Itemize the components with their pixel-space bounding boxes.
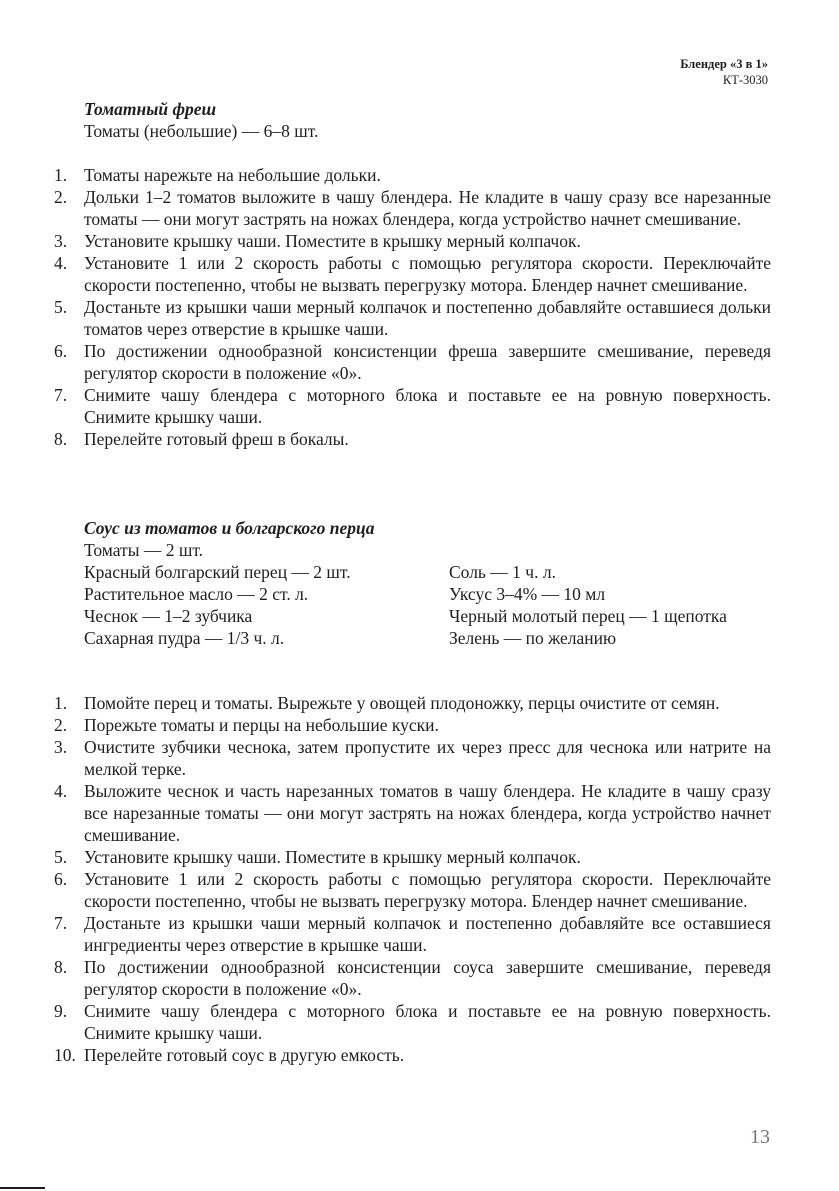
- ingredient-line: Красный болгарский перец — 2 шт.: [84, 562, 351, 582]
- step-item: [54, 912, 771, 956]
- recipe-tomato-pepper-sauce-steps: [54, 692, 771, 1066]
- step-text: Перелейте готовый фреш в бокалы.: [84, 429, 349, 449]
- step-number: 6.: [54, 341, 68, 361]
- step-item: [54, 164, 771, 186]
- ingredient-line: Томаты (небольшие) — 6–8 шт.: [84, 121, 319, 141]
- step-item: [54, 384, 771, 428]
- ingredient-line: Зелень — по желанию: [449, 628, 617, 648]
- steps-list: [54, 692, 771, 1066]
- step-item: [54, 956, 771, 1000]
- ingredient-line: Растительное масло — 2 ст. л.: [84, 584, 309, 604]
- step-item: [54, 340, 771, 384]
- step-text: Достаньте из крышки чаши мерный колпачок и постепенно добавляйте оставшиеся дольки томатов через отверстие в крышке чаши.: [84, 297, 771, 339]
- step-text: Снимите чашу блендера с моторного блока и поставьте ее на ровную поверхность. Снимите крышку чаши.: [84, 385, 771, 427]
- step-number: 9.: [54, 1001, 68, 1021]
- recipe-tomato-pepper-sauce: [54, 517, 771, 649]
- recipe-title: Томатный фреш: [84, 99, 217, 119]
- step-text: Снимите чашу блендера с моторного блока и поставьте ее на ровную поверхность. Снимите крышку чаши.: [84, 1001, 771, 1043]
- step-number: 7.: [54, 913, 68, 933]
- ingredient-line: Томаты — 2 шт.: [84, 540, 204, 560]
- step-number: 5.: [54, 847, 68, 867]
- step-item: [54, 780, 771, 846]
- step-number: 3.: [54, 737, 68, 757]
- step-number: 2.: [54, 715, 68, 735]
- page-number: 13: [750, 1126, 770, 1148]
- step-text: Выложите чеснок и часть нарезанных томатов в чашу блендера. Не кладите в чашу сразу все нарезанные томаты — они могут застрять на ножах блендера, когда устройство начнет смешивание.: [84, 781, 771, 845]
- step-number: 3.: [54, 231, 68, 251]
- step-item: [54, 230, 771, 252]
- ingredient-line: Чеснок — 1–2 зубчика: [84, 606, 253, 626]
- ingredient-line: Уксус 3–4% — 10 мл: [449, 584, 606, 604]
- step-item: [54, 1000, 771, 1044]
- step-number: 4.: [54, 253, 68, 273]
- step-number: 5.: [54, 297, 68, 317]
- step-number: 1.: [54, 693, 68, 713]
- ingredients-column-left: [84, 539, 449, 649]
- step-text: По достижении однообразной консистенции соуса завершите смешивание, переведя регулятор скорости в положение «0».: [84, 957, 771, 999]
- step-text: Установите крышку чаши. Поместите в крышку мерный колпачок.: [84, 231, 581, 251]
- step-text: Достаньте из крышки чаши мерный колпачок и постепенно добавляйте все оставшиеся ингредиенты через отверстие в крышке чаши.: [84, 913, 771, 955]
- step-item: [54, 186, 771, 230]
- step-item: [54, 868, 771, 912]
- step-number: 8.: [54, 957, 68, 977]
- ingredient-line: Черный молотый перец — 1 щепотка: [449, 606, 727, 626]
- step-number: 2.: [54, 187, 68, 207]
- recipe-tomato-fresh: [54, 98, 771, 450]
- step-text: Очистите зубчики чеснока, затем пропустите их через пресс для чеснока или натрите на мелкой терке.: [84, 737, 771, 779]
- step-item: [54, 1044, 771, 1066]
- step-number: 7.: [54, 385, 68, 405]
- step-item: [54, 846, 771, 868]
- step-number: 1.: [54, 165, 68, 185]
- recipe-title: Соус из томатов и болгарского перца: [84, 518, 375, 538]
- step-text: По достижении однообразной консистенции фреша завершите смешивание, переведя регулятор скорости в положение «0».: [84, 341, 771, 383]
- step-text: Перелейте готовый соус в другую емкость.: [84, 1045, 405, 1065]
- step-text: Помойте перец и томаты. Вырежьте у овощей плодоножку, перцы очистите от семян.: [84, 693, 720, 713]
- step-number: 6.: [54, 869, 68, 889]
- ingredients-column-right: [449, 539, 771, 649]
- step-number: 8.: [54, 429, 68, 449]
- step-item: [54, 714, 771, 736]
- step-item: [54, 428, 771, 450]
- step-text: Установите 1 или 2 скорость работы с помощью регулятора скорости. Переключайте скорости постепенно, чтобы не вызвать перегрузку мотора. Блендер начнет смешивание.: [84, 869, 771, 911]
- step-text: Дольки 1–2 томатов выложите в чашу блендера. Не кладите в чашу сразу все нарезанные томаты — они могут застрять на ножах блендера, когда устройство начнет смешивание.: [84, 187, 771, 229]
- ingredient-line: Соль — 1 ч. л.: [449, 562, 556, 582]
- ingredient-line: Сахарная пудра — 1/3 ч. л.: [84, 628, 285, 648]
- step-item: [54, 252, 771, 296]
- ingredients-block: [84, 539, 771, 649]
- crop-mark: [0, 1187, 45, 1189]
- product-name: Блендер «3 в 1»: [680, 57, 768, 71]
- step-item: [54, 736, 771, 780]
- step-number: 10.: [54, 1045, 76, 1065]
- page-header: [680, 56, 768, 88]
- step-item: [54, 692, 771, 714]
- model-number: КТ-3030: [722, 73, 768, 87]
- step-text: Установите 1 или 2 скорость работы с помощью регулятора скорости. Переключайте скорости постепенно, чтобы не вызвать перегрузку мотора. Блендер начнет смешивание.: [84, 253, 771, 295]
- steps-list: [54, 164, 771, 450]
- step-text: Порежьте томаты и перцы на небольшие куски.: [84, 715, 439, 735]
- step-number: 4.: [54, 781, 68, 801]
- step-item: [54, 296, 771, 340]
- step-text: Томаты нарежьте на небольшие дольки.: [84, 165, 381, 185]
- step-text: Установите крышку чаши. Поместите в крышку мерный колпачок.: [84, 847, 581, 867]
